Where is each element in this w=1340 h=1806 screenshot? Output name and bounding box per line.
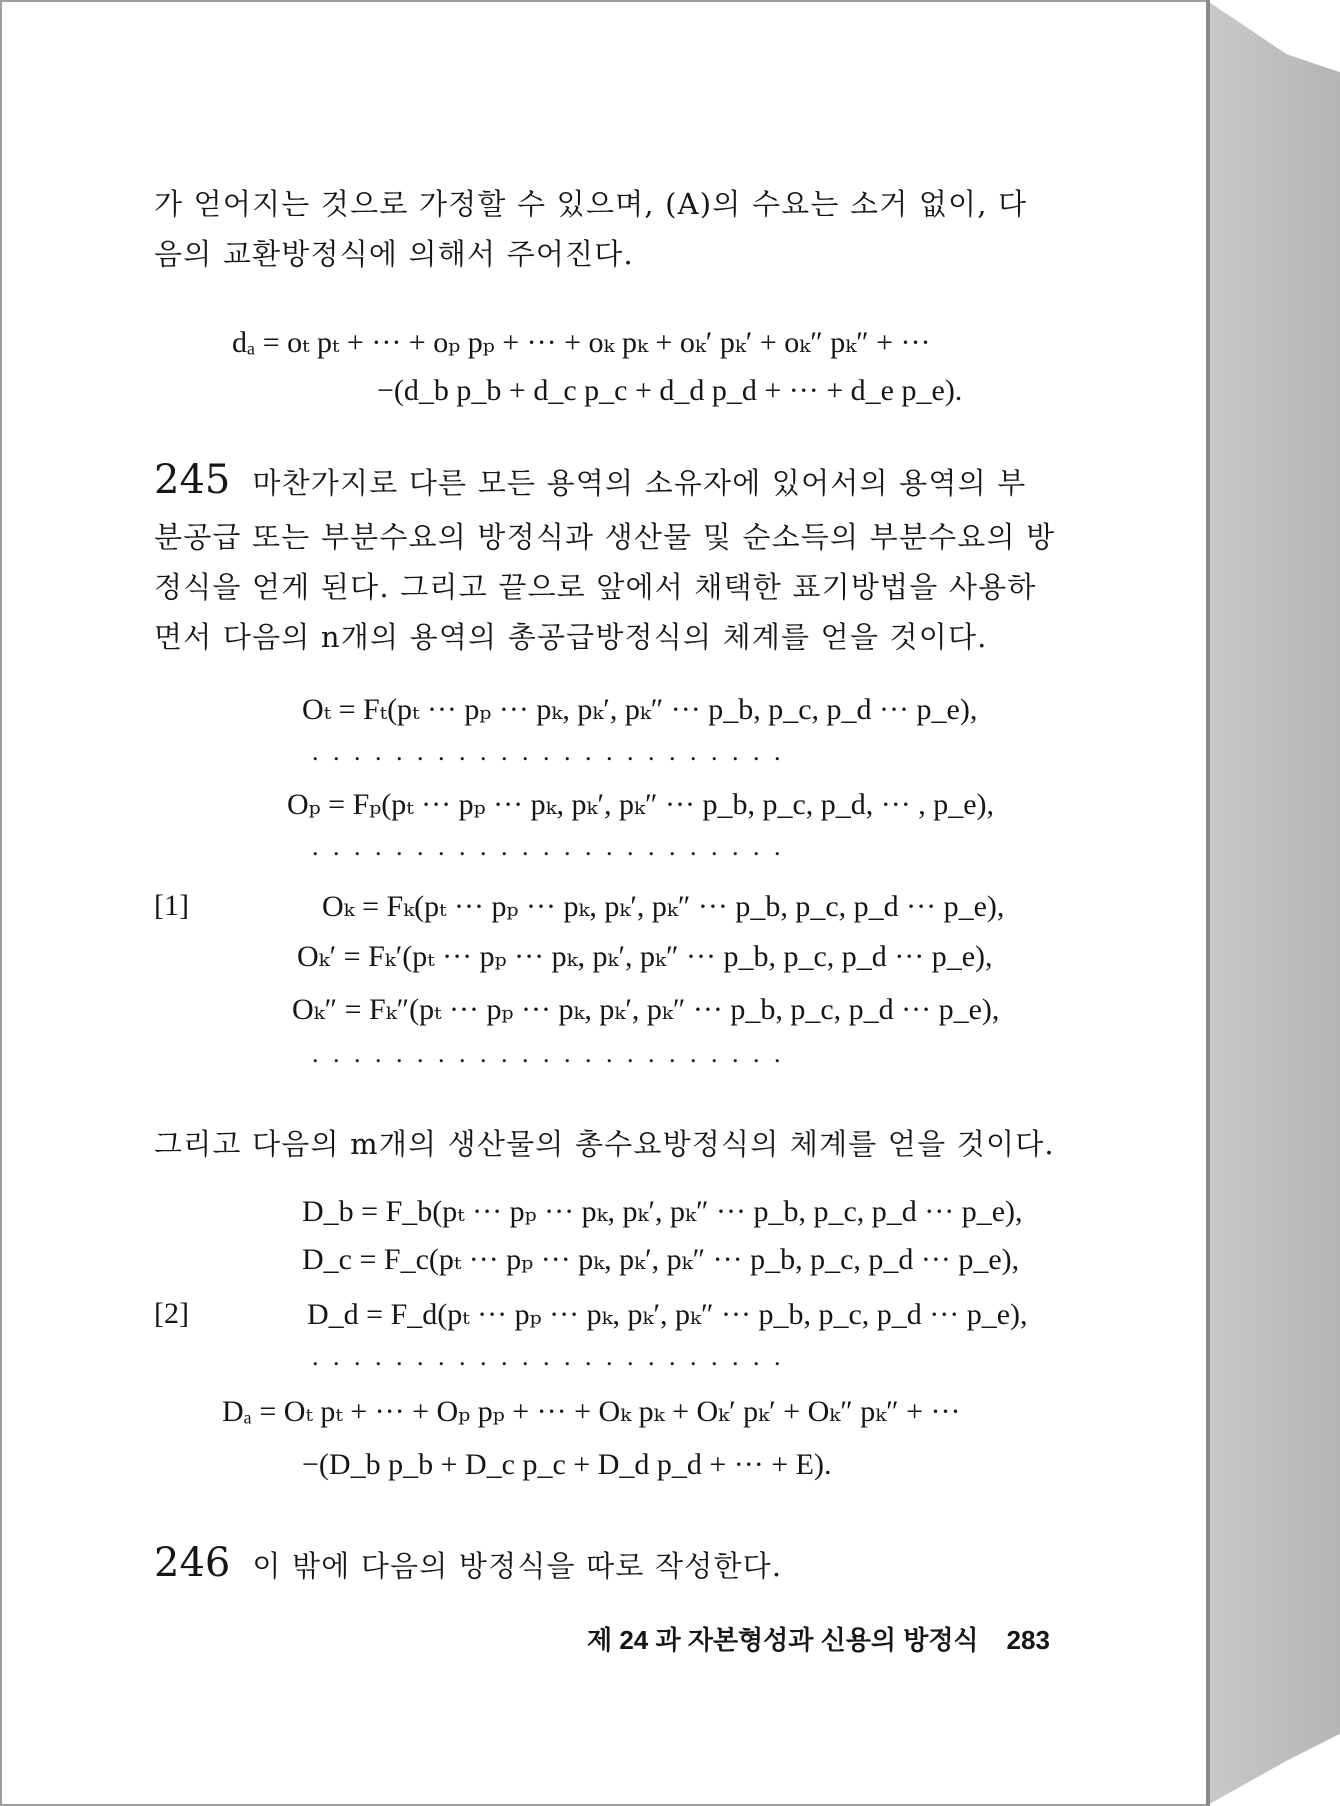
demand-equation-d: D_d = F_d(pₜ ··· pₚ ··· pₖ, pₖ′, pₖ″ ··· p_b, p_c, p_d ··· p_e), xyxy=(307,1298,1028,1331)
paragraph-line: 정식을 얻게 된다. 그리고 끝으로 앞에서 채택한 표기방법을 사용하 xyxy=(154,570,1037,604)
section-245-line xyxy=(154,457,1026,503)
paragraph-line: 가 얻어지는 것으로 가정할 수 있으며, (A)의 수요는 소거 없이, 다 xyxy=(154,187,1028,221)
paragraph-line: 분공급 또는 부분수요의 방정식과 생산물 및 순소득의 부분수요의 방 xyxy=(154,520,1056,554)
supply-equation-k-double-prime: Oₖ″ = Fₖ″(pₜ ··· pₚ ··· pₖ, pₖ′, pₖ″ ··· p_b, p_c, p_d ··· p_e), xyxy=(292,993,1000,1026)
paragraph-text: 마찬가지로 다른 모든 용역의 소유자에 있어서의 용역의 부 xyxy=(252,466,1027,500)
book-edge xyxy=(1206,0,1340,1806)
paragraph-text: 이 밖에 다음의 방정식을 따로 작성한다. xyxy=(252,1549,783,1583)
book-edge-line xyxy=(1206,0,1210,1806)
supply-equation-p: Oₚ = Fₚ(pₜ ··· pₚ ··· pₖ, pₖ′, pₖ″ ··· p_b, p_c, p_d, ··· , p_e), xyxy=(287,788,995,821)
page-footer xyxy=(587,1620,1050,1657)
ellipsis-dots: ....................... xyxy=(312,737,795,766)
ellipsis-dots: ....................... xyxy=(312,832,795,861)
demand-equation-c: D_c = F_c(pₜ ··· pₚ ··· pₖ, pₖ′, pₖ″ ··· p_b, p_c, p_d ··· p_e), xyxy=(302,1243,1020,1276)
supply-equation-k: Oₖ = Fₖ(pₜ ··· pₚ ··· pₖ, pₖ′, pₖ″ ··· p_b, p_c, p_d ··· p_e), xyxy=(322,890,1005,923)
equation-intro-1: dₐ = oₜ pₜ + ··· + oₚ pₚ + ··· + oₖ pₖ + oₖ′ pₖ′ + oₖ″ pₖ″ + ··· xyxy=(232,326,931,359)
demand-equation-a-cont: −(D_b p_b + D_c p_c + D_d p_d + ··· + E). xyxy=(302,1448,832,1481)
ellipsis-dots: ....................... xyxy=(312,1039,795,1068)
section-number: 246 xyxy=(154,1540,231,1586)
section-number: 245 xyxy=(154,457,231,503)
equation-label-2: [2] xyxy=(154,1297,189,1330)
paragraph-line: 그리고 다음의 m개의 생산물의 총수요방정식의 체계를 얻을 것이다. xyxy=(154,1127,1055,1161)
demand-equation-b: D_b = F_b(pₜ ··· pₚ ··· pₖ, pₖ′, pₖ″ ··· p_b, p_c, p_d ··· p_e), xyxy=(302,1195,1023,1228)
paragraph-line: 면서 다음의 n개의 용역의 총공급방정식의 체계를 얻을 것이다. xyxy=(154,620,988,654)
ellipsis-dots: ....................... xyxy=(312,1342,795,1371)
chapter-title: 제 24 과 자본형성과 신용의 방정식 xyxy=(587,1625,979,1655)
equation-label-1: [1] xyxy=(154,889,189,922)
supply-equation-t: Oₜ = Fₜ(pₜ ··· pₚ ··· pₖ, pₖ′, pₖ″ ··· p_b, p_c, p_d ··· p_e), xyxy=(302,693,978,726)
page-number: 283 xyxy=(1006,1625,1050,1655)
section-246-line xyxy=(154,1540,782,1586)
supply-equation-k-prime: Oₖ′ = Fₖ′(pₜ ··· pₚ ··· pₖ, pₖ′, pₖ″ ··· p_b, p_c, p_d ··· p_e), xyxy=(297,940,993,973)
paragraph-line: 음의 교환방정식에 의해서 주어진다. xyxy=(154,237,634,271)
equation-intro-2: −(d_b p_b + d_c p_c + d_d p_d + ··· + d_e p_e). xyxy=(377,374,963,407)
demand-equation-a: Dₐ = Oₜ pₜ + ··· + Oₚ pₚ + ··· + Oₖ pₖ + Oₖ′ pₖ′ + Oₖ″ pₖ″ + ··· xyxy=(222,1395,961,1428)
